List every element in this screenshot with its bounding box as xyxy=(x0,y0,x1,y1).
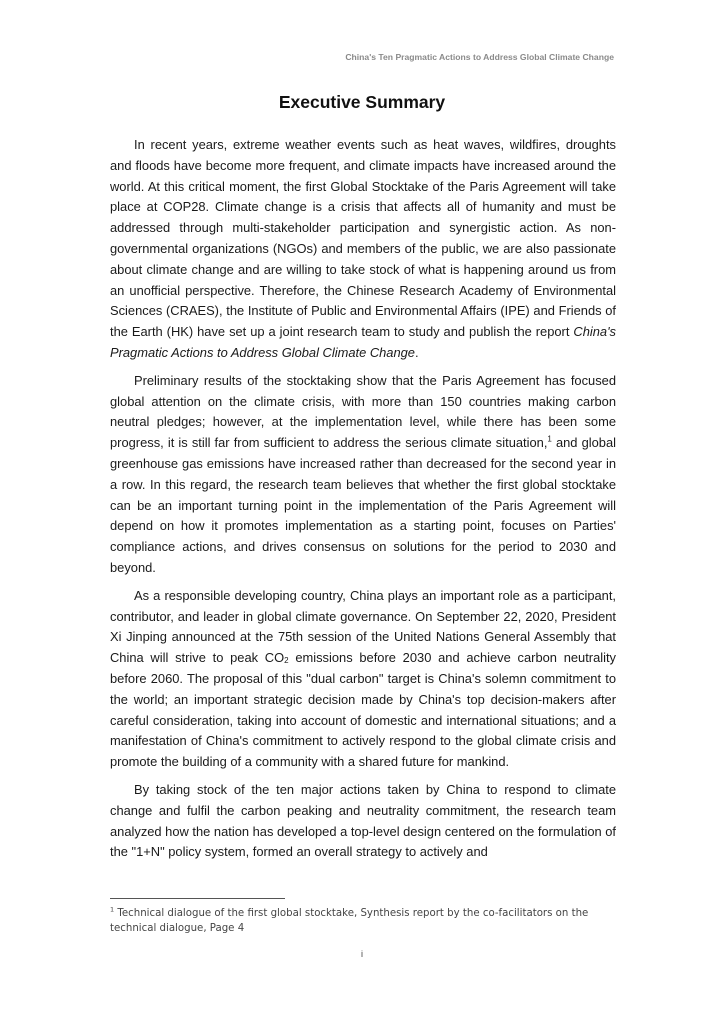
paragraph-4 xyxy=(110,780,616,863)
paragraph-1-text: In recent years, extreme weather events such as heat waves, wildfires, droughts and floods have become more frequent, and climate impacts have increased around the world. At this critical moment, the first Global Stocktake of the Paris Agreement will take place at COP28. Climate change is a crisis that affects all of humanity and must be addressed through multi-stakeholder participation and synergistic action. As non-governmental organizations (NGOs) and members of the public, we are also passionate about climate change and are willing to take stock of what is happening around us from an unofficial perspective. Therefore, the Chinese Research Academy of Environmental Sciences (CRAES), the Institute of Public and Environmental Affairs (IPE) and Friends of the Earth (HK) have set up a joint research team to study and publish the report xyxy=(110,137,616,340)
paragraph-3-text-b: emissions before 2030 and achieve carbon neutrality before 2060. The proposal of this "dual carbon" target is China's solemn commitment to the world; an important strategic decision made by China's top decision-makers after careful consideration, taking into account of domestic and international situations; and a manifestation of China's commitment to actively respond to the global climate crisis and promote the building of a community with a shared future for mankind. xyxy=(110,650,616,770)
body-text xyxy=(110,135,616,870)
footnote-text: Technical dialogue of the first global stocktake, Synthesis report by the co-facilitators on the technical dialogue, Page 4 xyxy=(110,908,589,934)
co2-subscript: 2 xyxy=(284,656,289,666)
paragraph-4-text: By taking stock of the ten major actions taken by China to respond to climate change and fulfil the carbon peaking and neutrality commitment, the research team analyzed how the nation has developed a top-level design centered on the formulation of the "1+N" policy system, formed an overall strategy to actively and xyxy=(110,781,616,860)
footnote-reference[interactable]: 1 xyxy=(547,434,552,444)
running-header: China's Ten Pragmatic Actions to Address Global Climate Change xyxy=(345,52,614,62)
paragraph-2-text-b: and global greenhouse gas emissions have increased rather than decreased for the second year in a row. In this regard, the research team believes that whether the first global stocktake can be an important turning point in the implementation of the Paris Agreement will depend on how it promotes implementation as a starting point, focuses on Parties' compliance actions, and drives consensus on solutions for the period to 2030 and beyond. xyxy=(110,435,616,575)
paragraph-3-text-a: As a responsible developing country, China plays an important role as a participant, contributor, and leader in global climate governance. On September 22, 2020, President Xi Jinping announced at the 75th session of the United Nations General Assembly that China will strive to peak CO xyxy=(110,587,616,666)
paragraph-1 xyxy=(110,135,616,364)
page-title: Executive Summary xyxy=(278,92,446,112)
report-title-italic: China's Pragmatic Actions to Address Global Climate Change xyxy=(110,324,616,360)
footnote-marker: 1 xyxy=(110,905,115,914)
page-number: i xyxy=(361,949,363,959)
paragraph-3 xyxy=(110,586,616,773)
footnote xyxy=(110,906,616,936)
footnote-divider xyxy=(110,898,285,899)
paragraph-2-text-a: Preliminary results of the stocktaking show that the Paris Agreement has focused global attention on the climate crisis, with more than 150 countries making carbon neutral pledges; however, at the implementation level, while there has been some progress, it is still far from sufficient to address the serious climate situation, xyxy=(110,372,616,451)
paragraph-2 xyxy=(110,371,616,579)
paragraph-1-end: . xyxy=(414,344,419,360)
